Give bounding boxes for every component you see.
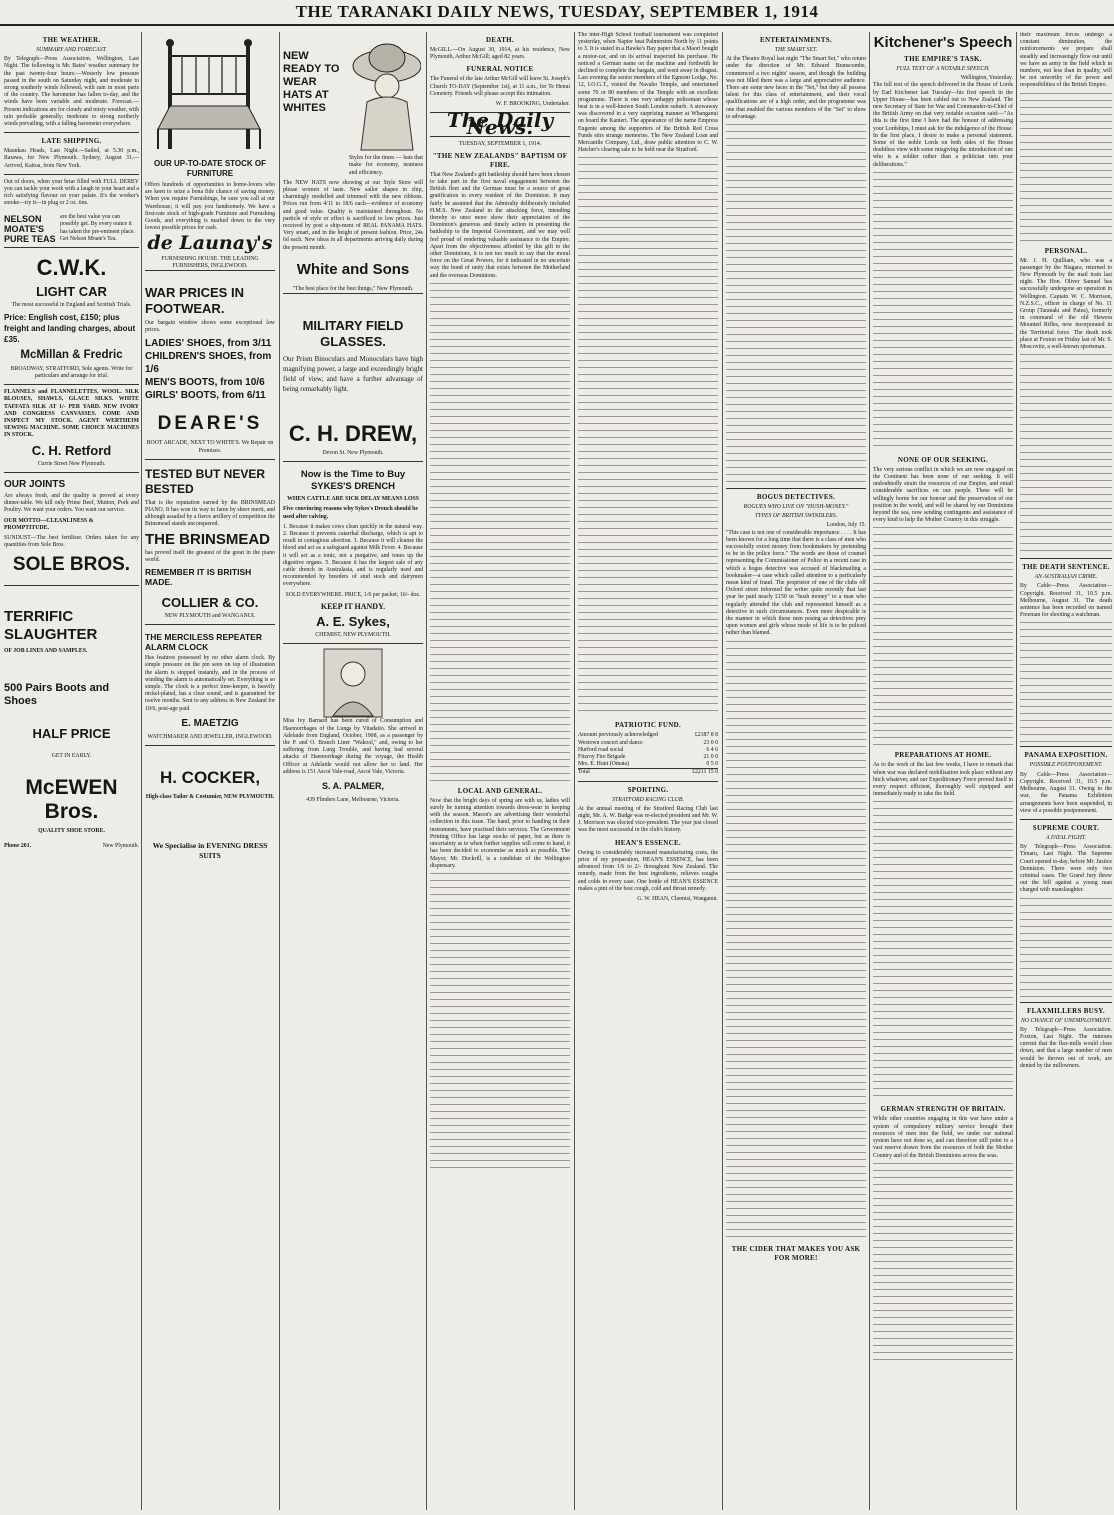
cwk-price: Price: English cost, £150; plus freight and landing charges, about £35. [4, 312, 136, 344]
military-glasses-heading: MILITARY FIELD GLASSES. [302, 318, 404, 350]
keep-it-handy: KEEP IT HANDY. [320, 601, 386, 611]
sykes-heading: Now is the Time to Buy SYKES'S DRENCH [300, 469, 406, 493]
cocker-subtitle: High-class Tailor & Costumier, NEW PLYMOUTH. [145, 794, 275, 801]
column-2 [145, 32, 275, 1510]
patriotic-row-value: 6 4 6 [706, 746, 718, 753]
funeral-notice-heading: FUNERAL NOTICE [466, 65, 534, 74]
nelson-moate-note: are the best value you can possibly get. By every ounce it has taken the pre-eminent place. Get Nelson Moate's Tea. [60, 214, 135, 242]
maetzig-name: E. MAETZIG [181, 717, 239, 729]
patriotic-row-value: 0 5 0 [706, 761, 718, 768]
column-rule [279, 32, 280, 1510]
racing-club-body: At the annual meeting of the Stratford Racing Club last night, Mr. A. W. Budge was re-elected president and Mr. W. J. Morrison was elected vice-president. The year just closed was the most successful in the club's history. [578, 805, 718, 834]
personal-continued [1020, 354, 1112, 554]
local-general-continued [430, 873, 570, 1173]
evening-dress-suits: We Specialise in EVENING DRESS SUITS [152, 841, 268, 861]
local-general-body: Now that the bright days of spring are with us, ladies will surely be turning attention towards dress-wear in keeping with the season. Mason's are advertising their wonderful collection in this issue. The hand, prior to handing in their instruments, have practised their services. The Government Printing Office has large stocks of paper, but as there is uncertainty as to when further supplies will come to hand, it has been decided to economise as much as possible. The Mayor, Mr. Dockrill, is a candidate of the Wellington dispensary. [430, 797, 570, 869]
drew-address: Devon St. New Plymouth. [322, 450, 384, 457]
weather-report: By Telegraph—Press Association. Wellington, Last Night. The following is Mr. Bates' weather summary for the past twenty-four hours:—Westerly low pressure passed in the south on Saturday night, and moderate to strong southerly winds followed, with rain in most parts of the country. The barometer has fallen to-day, and the winds have been variable and moderate. Forecast.—Present indications are for cloudy and misty weather, with rain probable generally; moderate to strong northerly winds prevailing, with a falling barometer everywhere. [4, 56, 139, 128]
heans-essence-heading: HEAN'S ESSENCE. [615, 838, 681, 847]
death-notice-heading: DEATH. [486, 36, 514, 44]
column-5 [578, 32, 718, 1510]
sole-bros: SOLE BROS. [12, 554, 131, 576]
racing-club-heading: STRATFORD RACING CLUB. [612, 796, 684, 803]
collier-subtitle: NEW PLYMOUTH and WANGANUI. [164, 613, 256, 620]
cwk-description: The most successful in England and Scottish Trials. [11, 301, 132, 308]
bed-illustration [150, 34, 270, 156]
retford-address: Currie Street New Plymouth. [37, 460, 106, 467]
tested-body: That is the reputation earned by the BRINSMEAD PIANO. It has won its way to fame by sheer merit, and although assailed by a fierce artillery of competition the Brinsmead stands unconquered. [145, 499, 275, 528]
smart-set-continued [726, 124, 866, 484]
hats-heading: NEW READY TO WEAR HATS AT WHITES [283, 50, 340, 114]
empire-task-heading: THE EMPIRE'S TASK. [904, 55, 982, 63]
patriotic-row-label: Hurford road social [578, 746, 624, 753]
phone-town: New Plymouth. [102, 842, 139, 849]
retford-name: C. H. Retford [31, 442, 112, 458]
column-7 [873, 32, 1013, 1510]
news-paragraphs: The inter-High School football tournament was completed yesterday, when Napier beat Palmerston North by 11 points to 3. It is stated in a Hawke's Bay paper that a Maori bought a motor-car, and on its arrival inspected his purchase. He noticed a German name on the machine and forthwith he declined to complete the bargain, and went away in disgust. Last evening the senior members of the Egmont Lodge, No. 12, I.O.G.T., visited the Navaho Temple, and entertained some 70 or 80 members of the Temple with an excellent programme. There is one very unhappy policeman whose beat is in a well-known South London suburb. A stowaway was discovered in a very surprising manner at Whanganui on board the Kanieri. The appearance of the name Empress Eugenie among the supporters of the British Red Cross Funds stirs strange memories. The New Zealand Loan and Mercantile Company, Ltd., draw public attention to C. W. Hatcher's clearing sale to be held near the Stratford. [578, 32, 718, 154]
article-continued [430, 283, 570, 783]
funeral-undertaker: W. F. BROOKING, Undertaker. [495, 101, 570, 108]
war-prices-body: Our bargain window shows some exceptional low prices. [145, 320, 275, 334]
personal-heading: PERSONAL. [1044, 246, 1088, 255]
column-rule [426, 32, 427, 1510]
sykes-subheading: WHEN CATTLE ARE SICK DELAY MEANS LOSS [287, 496, 419, 503]
newspaper-nameplate: The Daily News. [430, 112, 570, 136]
patriotic-row [578, 747, 718, 754]
furniture-heading: OUR UP-TO-DATE STOCK OF FURNITURE [154, 159, 266, 178]
patriotic-total-label: Total [578, 769, 590, 776]
terrific-slaughter: TERRIFIC SLAUGHTER [4, 608, 98, 644]
barnard-testimonial: Miss Ivy Barnard has been cured of Consumption and Haemorrhages of the Lungs by Vitadatio. She arrived in Adelaide from England, October, 1908, as a passenger by the P. and O. Branch Liner "Wakool," and, owing to her suffering from Lung Trouble, and having had several attacks of Haemorrhage during the voyage, the Health Officer at Adelaide would not allow her to land. Her address is 151 Ascot Vale-road, Ascot Vale, Victoria. [283, 718, 423, 775]
weather-heading: THE WEATHER. [42, 36, 101, 44]
sundust-note: SUNDUST—The best fertiliser. Orders taken for any quantities from Sole Bros. [4, 534, 139, 549]
get-in-early: GET IN EARLY. [51, 752, 92, 759]
collier-brand: COLLIER & CO. [161, 595, 259, 611]
bogus-detectives-heading: BOGUS DETECTIVES. [756, 493, 836, 502]
local-general-heading: LOCAL AND GENERAL. [457, 786, 543, 795]
alarm-clock-body: Has features possessed by no other alarm clock. By simple pressure on the pin seen on top of illustration the alarm is stopped instantly, and in the process of winding the alarm is automatically set. Everything is so simple. The clock is a perfect time-keeper, is heavily nickel-plated, has a clear sound, and is guaranteed for twelve months. Sent to any address in New Zealand for 10/6, post-age paid. [145, 655, 275, 712]
bogus-detectives-subheading-2: TYPES OF BRITISH SWINDLERS. [754, 513, 838, 520]
weather-subheading: SUMMARY AND FORECAST. [36, 47, 107, 53]
flaxmillers-subheading: NO CHANCE OF UNEMPLOYMENT. [1020, 1017, 1112, 1024]
joints-body: Are always fresh, and the quality is proved at every dinner-table. We kill only Prime Beef, Mutton, Pork and Poultry. We want your orders. You want our service. [4, 492, 139, 514]
patriotic-row-value: 23 0 0 [703, 739, 718, 746]
patriotic-row [578, 732, 718, 739]
heans-signature: G. W. HEAN, Chemist, Wanganui. [637, 895, 718, 902]
maetzig-subtitle: WATCHMAKER AND JEWELLER, INGLEWOOD. [147, 733, 273, 740]
cider-ad: THE CIDER THAT MAKES YOU ASK FOR MORE! [731, 1244, 861, 1262]
empire-task-body: The full text of the speech delivered in the House of Lords by Earl Kitchener last Tuesday—his first speech in the Upper House—has been cabled out to New Zealand. The new Secretary of State for War and Commander-in-Chief of the British Army on that very notable occasion said:—"As this is the first time I have had the honour of addressing your Lordships, I must ask for the indulgence of the House. In the first place, I desire to make a personal statement. Some of the noble Lords on both sides of the House doubtless view with some misgiving the introduction of one who is a soldier rather than a politician into your deliberations." [873, 82, 1013, 168]
nelson-moate-ad [4, 211, 139, 247]
column-1 [4, 32, 139, 1510]
military-glasses-body: Our Prism Binoculars and Monoculars have high magnifying power, a large and exceedingly bright field of view, and have a further advantage of being remarkably light. [283, 355, 423, 394]
column-rule [1016, 32, 1017, 1510]
sykes-price: SOLD EVERYWHERE. PRICE, 1/6 per packet; 16/- doz. [285, 591, 421, 598]
column-8 [1020, 32, 1112, 1510]
sykes-chemist: CHEMIST, NEW PLYMOUTH. [315, 632, 391, 639]
bogus-dateline: London, July 15. [826, 522, 866, 529]
death-sentence-body: By Cable—Press Association—Copyright. Received 31, 10.5 p.m. Melbourne, August 31. The death sentence has been recorded on named Freeman for shooting a watchman. [1020, 583, 1112, 619]
portrait-illustration [323, 648, 383, 718]
none-of-our-seeking-body: The very serious conflict in which we are now engaged on the Continent has been none of our seeking. It will undoubtedly strain the resources of our Empire, and entail considerable sacrifices on our people. These will be willingly borne for our honour and the preservation of our position in the world, and will be shared by our Dominions beyond the sea, now sending contingents and assistance of every kind to help the Mother Country in this struggle. [873, 466, 1013, 524]
death-sentence-subheading: AN AUSTRALIAN CRIME. [1034, 574, 1098, 581]
sykes-name: A. E. Sykes, [316, 614, 390, 630]
smart-set-body: At the Theatre Royal last night "The Smart Set," who return under the direction of Mr. Edward Branscombe, commenced a two nights' season, and though the building was not filled there was a large and appreciative audience. There are some new faces in the "Set," but they all possess talent for this class of entertainment, and their vocal qualifications are of a high order, and the programme was one that enabled the various members of the "Set" to show to advantage. [726, 56, 866, 120]
patriotic-row-label: Fitzroy Fire Brigade [578, 754, 626, 761]
boots-offer: 500 Pairs Boots and Shoes [4, 681, 110, 707]
supreme-court-heading: SUPREME COURT. [1032, 823, 1100, 832]
sykes-five-reasons: Five convincing reasons why Sykes's Drench should be used after calving. [283, 506, 418, 520]
flaxmillers-heading: FLAXMILLERS BUSY. [1027, 1006, 1105, 1015]
shoe-price-2: MEN'S BOOTS, from 10/6 [145, 377, 265, 389]
mcmillan-fredric: McMillan & Fredric [20, 348, 123, 361]
supreme-court-body: By Telegraph—Press Association. Timaru, Last Night. The Supreme Court opened to-day, before Mr. Justice Denniston. There were only two criminal cases. The Grand Jury threw out the bill against a young man charged with manslaughter. [1020, 844, 1112, 894]
funeral-notice-body: The Funeral of the late Arthur McGill will leave St. Joseph's Church TO-DAY (September 1st), at 11 a.m., for Te Henui Cemetery. Friends will please accept this intimation. [430, 76, 570, 97]
lady-hat-illustration [349, 32, 421, 152]
brinsmead-brand: THE BRINSMEAD [145, 530, 271, 548]
preparations-heading: PREPARATIONS AT HOME. [894, 751, 992, 760]
personal-body: Mr. J. H. Quilliam, who was a passenger by the Niagara, returned to New Plymouth by the mail train last night. The Hon. Oliver Samuel has successfully undergone an operation in Wellington. Captain W. C. Morrison, N.Z.S.C., officer in charge of No. 11 Group (Taranaki and Patea), formerly in command of the old Hawera Mounted Rifles, now incorporated in the Territorial force. The death took place at Foxton on Friday last of Mr. S. Moscovitz, a well-known sportsman. [1020, 257, 1112, 351]
strength-heading: GERMAN STRENGTH OF BRITAIN. [880, 1105, 1006, 1114]
death-notice-body: McGILL.—On August 30, 1914, at his residence, New Plymouth, Arthur McGill; aged 82 years. [430, 47, 570, 61]
furniture-body: Offers hundreds of opportunities to home-lovers who are keen to seize a bona fide chance of saving money. When you require Furnishings, be sure you call at our Warehouse; it will pay you handsomely. We have a first-rate stock of high-grade Furniture and Furnishing Goods, and everything is marked down to the very lowest possible prices for cash. [145, 182, 275, 232]
white-and-sons: White and Sons [296, 260, 410, 278]
column-rule [722, 32, 723, 1510]
job-lines: OF JOB LINES AND SAMPLES. [4, 648, 88, 655]
preparations-body: As to the work of the last few weeks, I have to remark that when war was declared mobilisation took place without any hitch whatever, and our Expeditionary Force proved itself in every respect efficient, thoroughly well equipped and immediately ready to take the field. [873, 762, 1013, 798]
empire-task-subheading: FULL TEXT OF A NOTABLE SPEECH. [896, 66, 990, 72]
column-rule [574, 32, 575, 1510]
panama-heading: PANAMA EXPOSITION. [1024, 751, 1108, 760]
death-sentence-heading: THE DEATH SENTENCE. [1022, 563, 1110, 572]
patriotic-row-value: £2187 8 8 [694, 732, 718, 739]
speech-conclusion-continued [1020, 93, 1112, 243]
panama-body: By Cable—Press Association—Copyright. Received 31, 10.5 p.m. Melbourne, August 31. Owing to the war, the Panama Exhibition arrangements have been suspended, in view of a possible postponement. [1020, 771, 1112, 814]
bogus-detectives-body: "This case is not one of considerable importance . . . . It has been known for a long time that there is a class of men who successfully extort money from bookmakers by pretending to be in the police force." The words are those of counsel representing the Commissioner of Police in a recent case in which a bogus detective was accused of blackmailing a bookmaker—a case which called attention to a particularly mean kind of fraud. The proprietor of one of the clubs off Oxford street informed the writer quite recently that last year he paid nearly £150 in "hush money" to a man who regularly attended the club and represented himself as a detective in such circumstances. Even more despicable is the manner in which these men posing as detectives prey upon women and girls whose mode of life is to be policed rather than blamed. [726, 529, 866, 637]
none-of-our-seeking-continued [873, 527, 1013, 747]
column-rule [869, 32, 870, 1510]
palmer-name: S. A. PALMER, [321, 780, 384, 791]
joints-heading: OUR JOINTS [4, 478, 66, 490]
retford-stock-list: FLANNELS and FLANNELETTES, WOOL. SILK BLOUSES, SHAWLS, GLACE SILKS. WHITE TAFFATA SILK AT 1/- PER YARD. NEW IVORY AND CONGRESS CANVASSES. COME AND INSPECT MY STOCK. AGENT WERTHEIM SEWING MACHINE. SOME CHOICE MACHINES IN STOCK. [4, 389, 139, 439]
news-paragraphs-continued [578, 157, 718, 717]
shoe-price-3: GIRLS' BOOTS, from 6/11 [145, 390, 266, 402]
strength-continued [873, 1163, 1013, 1363]
alarm-clock-heading: THE MERCILESS REPEATER ALARM CLOCK [145, 632, 262, 653]
patriotic-row-label: Mrs. E. Hunt (Omata) [578, 761, 630, 768]
panama-subheading: POSSIBLE POSTPONEMENT. [1029, 762, 1103, 769]
tobacco-ad: Out of doors, when your briar filled with FULL DERBY you can tackle your work with a laugh in your heart and a rich satisfying flavour on your palate. It's the worker's smoke—try it—in plug or 2 oz. tins. [4, 178, 139, 207]
cwk-brand: C.W.K. [36, 254, 107, 280]
patriotic-row-label: Westown concert and dance [578, 739, 643, 746]
patriotic-row-value: 21 0 0 [703, 754, 718, 761]
masthead: THE TARANAKI DAILY NEWS, TUESDAY, SEPTEMBER 1, 1914 [0, 0, 1114, 26]
deares-subtitle: BOOT ARCADE, NEXT TO WHITE'S. We Repair on Premises. [146, 440, 274, 454]
heans-essence-body: Owing to considerably increased manufacturing costs, the price of my preparation, HEAN'S ESSENCE, has been advanced from 1/6 to 2/- throughout New Zealand. The remedy, made from the best ingredients, relieves coughs and colds in every case. One bottle of HEAN'S ESSENCE makes a pint of the best cough, cold and throat remedy. [578, 849, 718, 892]
column-rule [141, 32, 142, 1510]
patriotic-row [578, 740, 718, 747]
delaunay-brand: de Launay's [147, 232, 273, 255]
smart-set-heading: THE SMART SET. [774, 47, 818, 53]
patriotic-total: £2211 15 0 [692, 769, 718, 776]
patriotic-row [578, 761, 718, 769]
patriotic-row-label: Amount previously acknowledged [578, 732, 658, 739]
motto: OUR MOTTO—CLEANLINESS & PROMPTITUDE. [4, 517, 94, 531]
drew-name: C. H. DREW, [288, 421, 418, 447]
supreme-court-subheading: A FATAL FIGHT. [1046, 834, 1086, 841]
british-made: REMEMBER IT IS BRITISH MADE. [145, 567, 252, 588]
entertainments-heading: ENTERTAINMENTS. [760, 36, 832, 44]
patriotic-fund-table [578, 732, 718, 776]
hats-side-text: Styles for the times — hats that make for economy, neatness and efficiency. [349, 155, 423, 176]
nelson-moate-brand: NELSON MOATE'S PURE TEAS [4, 213, 56, 244]
half-price: HALF PRICE [32, 725, 111, 741]
palmer-address: 439 Flinders Lane, Melbourne, Victoria. [306, 796, 400, 803]
supreme-court-continued [1020, 898, 1112, 998]
strength-body: While other countries engaging in this war have under a system of compulsory military service brought their resources of men into the field, we under our national system have not done so, and can therefore still point to a vast reserve drawn from the resources of both the Mother Country and of the British Dominions across the seas. [873, 1116, 1013, 1159]
delaunay-subtitle: FURNISHING HOUSE. THE LEADING FURNISHERS, INGLEWOOD. [161, 255, 259, 269]
sporting-heading: SPORTING. [627, 785, 669, 794]
cocker-name: H. COCKER, [159, 768, 261, 788]
lead-article-body: That New Zealand's gift battleship should have been chosen to take part in the first naval engagement between the British fleet and the German must be a source of great gratification to every resident of the Dominion. It may fairly be assumed that the Admiralty deliberately included H.M.S. New Zealand in the attacking force, intending thereby to once more show their appreciation of the Dominion's generous and timely action in presenting the battleship to the Imperial Government, and we may well feel proud of rendering valuable assistance to the Empire. Apart from the objectiveness afforded by this gift to the other Dominions, it is not too much to say that the moral force on the Great Powers, for it indicated in no uncertain way the bond of unity that exists between the Motherland and the overseas Dominions. [430, 171, 570, 279]
issue-dateline: TUESDAY, SEPTEMBER 1, 1914. [458, 140, 542, 147]
speech-conclusion: their maximum forces undergo a constant diminution, the reinforcements we prepare shall steadily and increasingly flow out until we have an army in the field which in numbers, not less than in quality, will be not unworthy of the power and responsibilities of the British Empire. [1020, 32, 1112, 89]
patriotic-fund-heading: PATRIOTIC FUND. [614, 721, 682, 730]
brinsmead-body: has proved itself the greatest of the great in the piano world. [145, 549, 275, 563]
quality-shoe-store: QUALITY SHOE STORE. [38, 827, 105, 834]
shipping-heading: LATE SHIPPING. [41, 137, 102, 146]
empire-task-continued [873, 172, 1013, 452]
death-sentence-continued [1020, 622, 1112, 742]
shoe-price-1: CHILDREN'S SHOES, from 1/6 [145, 351, 272, 376]
deares-brand: DEARE'S [157, 413, 263, 435]
column-4 [430, 32, 570, 1510]
column-3 [283, 32, 423, 1510]
column-6 [726, 32, 866, 1510]
phone-number: Phone 201. [4, 842, 32, 849]
mcmillan-address: BROADWAY, STRATFORD, Sole agents. Write for particulars and arrange for trial. [10, 365, 133, 380]
shipping-report: Maunkau Heads, Last Night.—Sailed, at 5.30 p.m., Rarawa, for New Plymouth. Sydney, August 31.—Arrived, Kaitoa, from New York. [4, 148, 139, 169]
empire-task-dateline: Wellington, Yesterday. [960, 75, 1013, 82]
tested-heading: TESTED BUT NEVER BESTED [145, 466, 266, 496]
preparations-continued [873, 801, 1013, 1101]
cwk-light-car: LIGHT CAR [36, 283, 107, 299]
war-prices-heading: WAR PRICES IN FOOTWEAR. [145, 285, 244, 317]
lead-article-heading: "THE NEW ZEALANDS" BAPTISM OF FIRE. [432, 151, 568, 169]
bogus-detectives-subheading: ROGUES WHO LIVE ON "HUSH-MONEY." [743, 504, 849, 511]
bogus-detectives-continued [726, 641, 866, 1241]
shoe-price-0: LADIES' SHOES, from 3/11 [145, 338, 272, 350]
sykes-reasons-list: 1. Because it makes cows clean quickly in the natural way. 2. Because it prevents catarrhal discharge, which is apt to result in contagious abortion. 3. Because it will cleanse the blood and act as a safeguard against Milk Fever. 4. Because it will act as a tonic, not a purgative, and tones up the digestive organs. 5. Because it has the largest sale of any cattle drench in Australasia, and is regularly used and recommended by breeders of stud stock and dairymen everywhere. [283, 523, 423, 588]
mcewen-bros: McEWEN Bros. [25, 775, 118, 823]
none-of-our-seeking-heading: NONE OF OUR SEEKING. [897, 455, 989, 464]
white-and-sons-subtitle: "The best place for the best things," New Plymouth. [292, 285, 414, 292]
kitchener-speech-heading: Kitchener's Speech [873, 34, 1013, 51]
hats-body: The NEW HATS now showing at our Style Store will please women of taste. New sailor shapes in chip, charmingly modelled and trimmed with the new ribbons. Prices run from 4/11 to 18/6 each—evidence of economy and good value. Quality is maintained throughout. No particle of style or effect is sacrificed to low prices. Just received by post a ship-ment of REAL PANAMA HATS. Very smart, and in the height of present fashion. Price, 24s 6d each. New ideas in all departments arriving daily during the present month. [283, 179, 423, 251]
flaxmillers-body: By Telegraph—Press Association. Foxton, Last Night. The rumours current that the flax-mills would close down, and that a large number of men would be thrown out of work, are denied by the millowners. [1020, 1026, 1112, 1069]
